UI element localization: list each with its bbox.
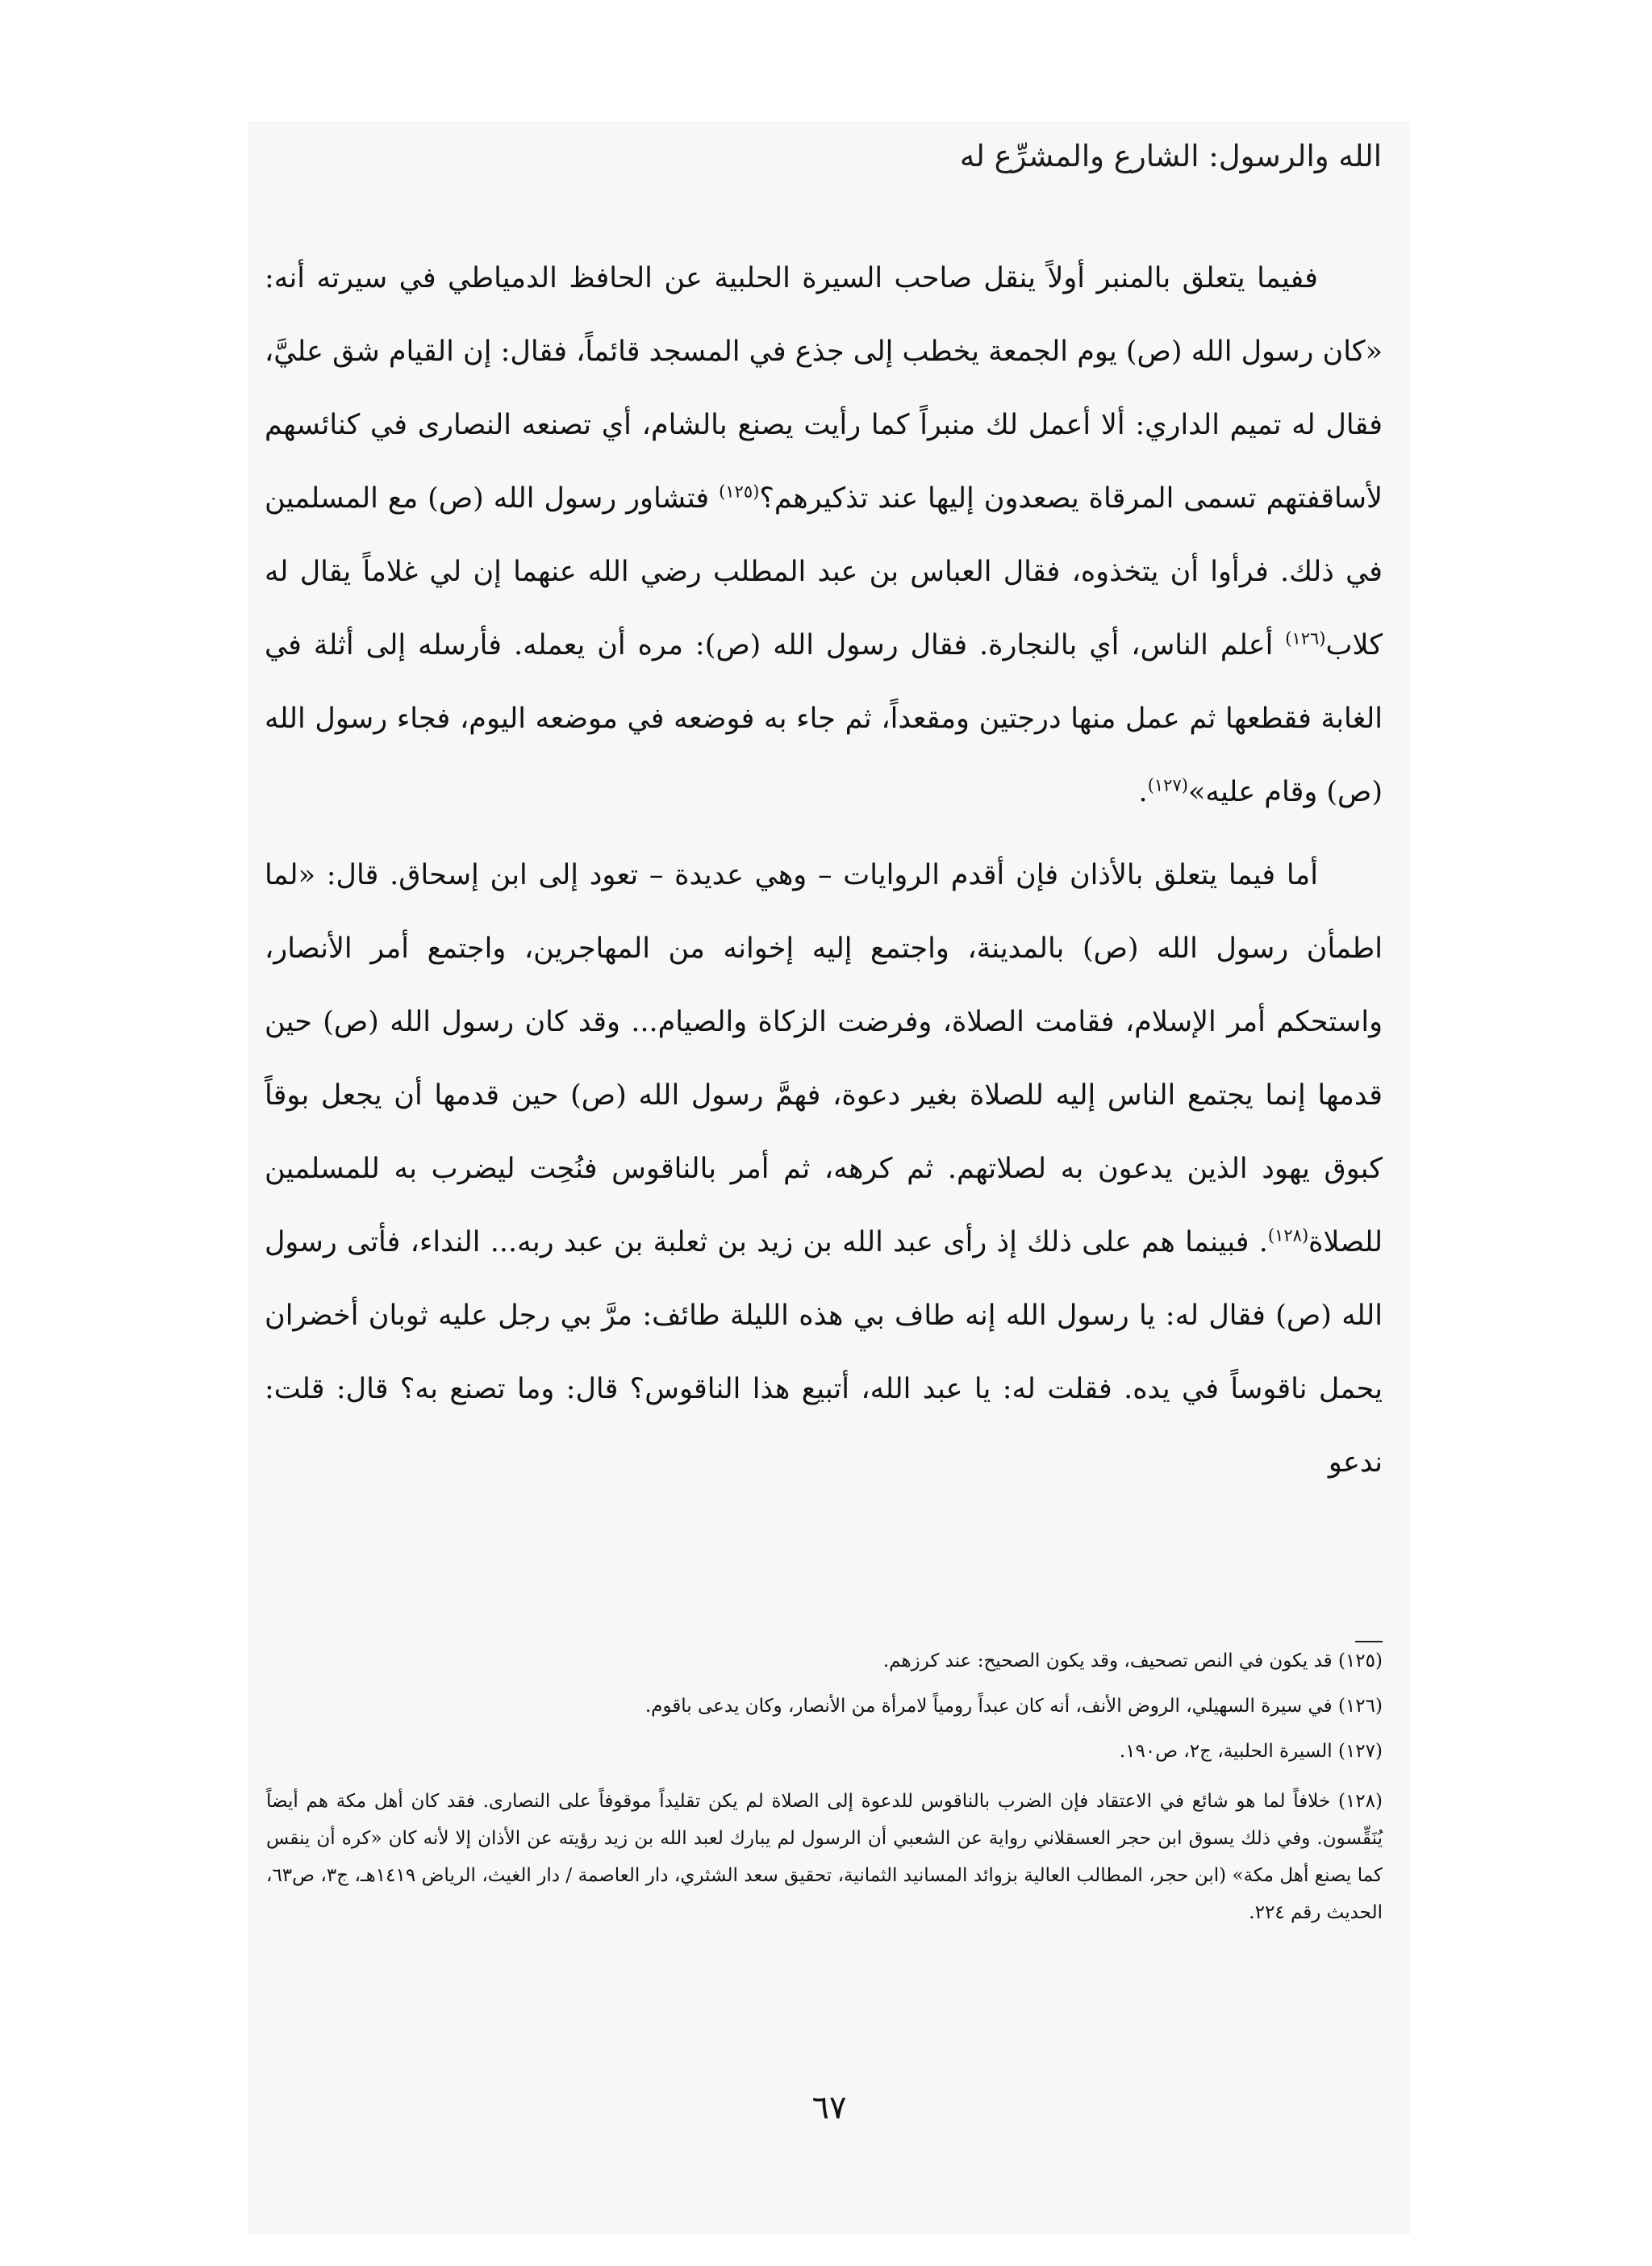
- footnote-ref-128[interactable]: (١٢٨): [1267, 1225, 1309, 1246]
- paragraph-end: .: [1138, 776, 1148, 808]
- paragraph-adhan: [265, 839, 1383, 1500]
- paragraph-minbar: [265, 242, 1383, 829]
- paragraph-text: . فبينما هم على ذلك إذ رأى عبد الله بن زيد بن ثعلبة بن عبد ربه... النداء، فأتى رسول الله (ص) فقال له: يا رسول الله إنه طاف بي هذه الليلة طائف: مرَّ بي رجل عليه ثوبان أخضران يحمل ناقوساً في يده. فقلت له: يا عبد الله، أتبيع هذا الناقوس؟ قال: وما تصنع به؟ قال: قلت: ندعو: [265, 1226, 1383, 1479]
- footnote-127: (١٢٧) السيرة الحلبية، ج٢، ص١٩٠.: [1119, 1741, 1383, 1762]
- footnote-separator: [1355, 1641, 1383, 1642]
- footnote-126: (١٢٦) في سيرة السهيلي، الروض الأنف، أنه كان عبداً رومياً لامرأة من الأنصار، وكان يدعى باقوم.: [645, 1696, 1383, 1717]
- footnote-ref-127[interactable]: (١٢٧): [1147, 775, 1188, 795]
- paragraph-text: أعلم الناس، أي بالنجارة. فقال رسول الله (ص): مره أن يعمله. فأرسله إلى أثلة في الغابة فقطعها ثم عمل منها درجتين ومقعداً، ثم جاء به فوضعه في موضعه اليوم، فجاء رسول الله (ص) وقام عليه»: [265, 629, 1383, 808]
- footnote-ref-125[interactable]: (١٢٥): [719, 482, 760, 502]
- book-page: [248, 121, 1410, 2235]
- footnote-125: (١٢٥) قد يكون في النص تصحيف، وقد يكون الصحيح: عند كرزهم.: [882, 1650, 1383, 1671]
- main-text: [265, 242, 1383, 1500]
- paragraph-text: أما فيما يتعلق بالأذان فإن أقدم الروايات – وهي عديدة – تعود إلى ابن إسحاق. قال: «لما اطمأن رسول الله (ص) بالمدينة، واجتمع إليه إخوانه من المهاجرين، واجتمع أمر الأنصار، واستحكم أمر الإسلام، فقامت الصلاة، وفرضت الزكاة والصيام... وقد كان رسول الله (ص) حين قدمها إنما يجتمع الناس إليه للصلاة بغير دعوة، فهمَّ رسول الله (ص) حين قدمها أن يجعل بوقاً كبوق يهود الذين يدعون به لصلاتهم. ثم كرهه، ثم أمر بالناقوس فنُحِت ليضرب به للمسلمين للصلاة: [265, 859, 1383, 1258]
- page-number: ٦٧: [811, 2089, 847, 2126]
- running-header: الله والرسول: الشارع والمشرِّع له: [959, 139, 1382, 173]
- paragraph-text: ففيما يتعلق بالمنبر أولاً ينقل صاحب السيرة الحلبية عن الحافظ الدمياطي في سيرته أنه: «كان رسول الله (ص) يوم الجمعة يخطب إلى جذع في المسجد قائماً، فقال: إن القيام شق عليَّ، فقال له تميم الداري: ألا أعمل لك منبراً كما رأيت يصنع بالشام، أي تصنعه النصارى في كنائسهم لأساقفتهم تسمى المرقاة يصعدون إليها عند تذكيرهم؟: [265, 262, 1383, 515]
- footnotes-section: [266, 1647, 1383, 1949]
- paragraph-text: فتشاور رسول الله (ص) مع المسلمين في ذلك. فرأوا أن يتخذوه، فقال العباس بن عبد المطلب رضي الله عنهما إن لي غلاماً يقال له كلاب: [265, 482, 1383, 661]
- footnote-ref-126[interactable]: (١٢٦): [1285, 628, 1326, 649]
- footnote-128: (١٢٨) خلافاً لما هو شائع في الاعتقاد فإن الضرب بالناقوس للدعوة إلى الصلاة لم يكن تقليداً موقوفاً على النصارى. فقد كان أهل مكة هم أيضاً يُنَقِّسون. وفي ذلك يسوق ابن حجر العسقلاني رواية عن الشعبي أن الرسول لم يبارك لعبد الله بن زيد رؤيته عن الأذان إلا لأنه كان «كره أن ينقس كما يصنع أهل مكة» (ابن حجر، المطالب العالية بزوائد المسانيد الثمانية، تحقيق سعد الشثري، دار العاصمة / دار الغيث، الرياض ١٤١٩هـ، ج٣، ص٦٣، الحديث رقم ٢٢٤.: [266, 1791, 1383, 1923]
